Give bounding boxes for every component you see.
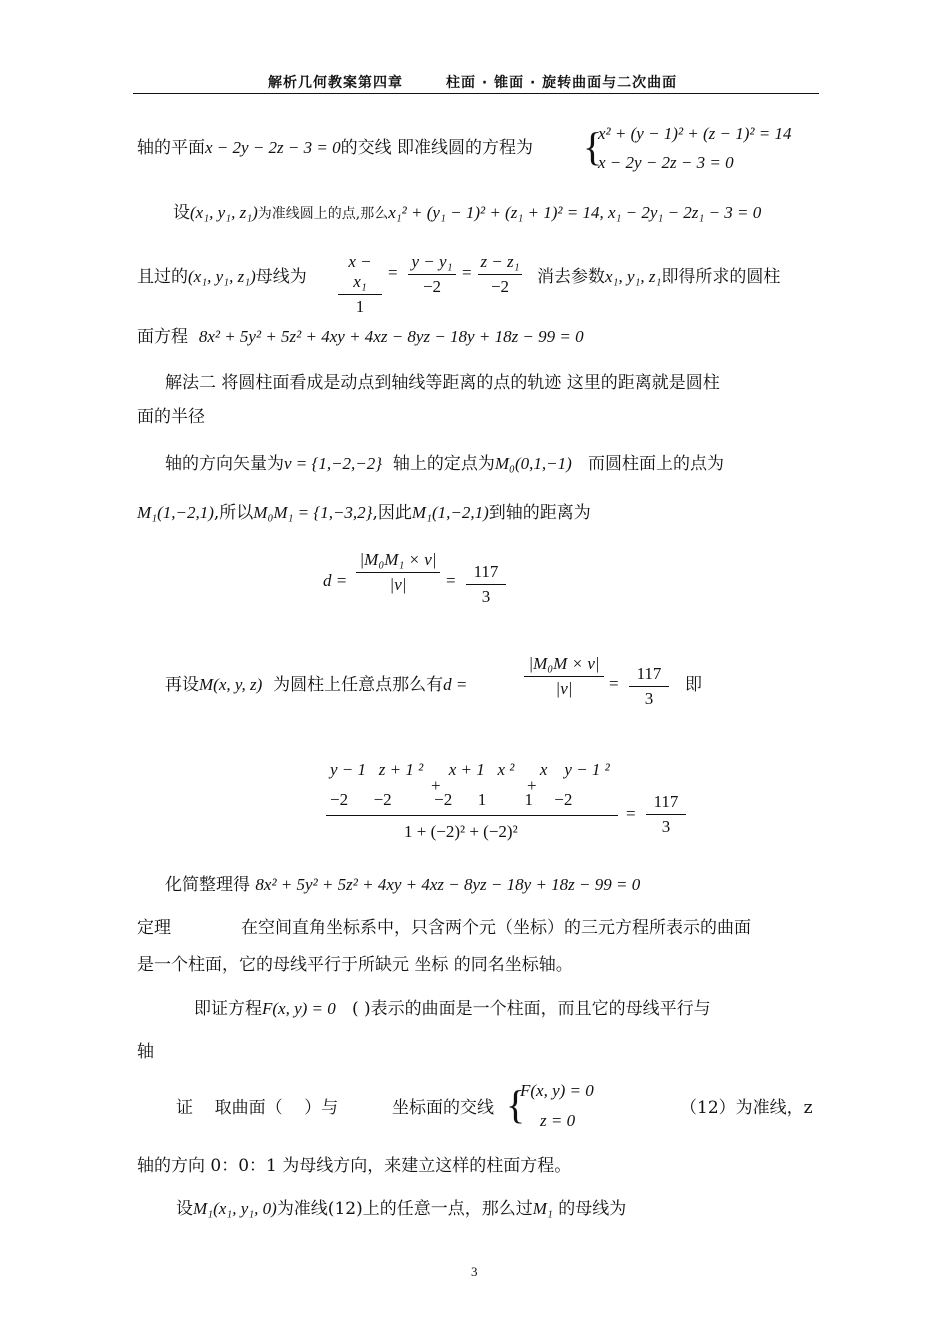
determinant-row-2: −2 −2 −2 1 1 −2 <box>330 790 573 809</box>
text: ,因此 <box>372 503 412 523</box>
determinant-denominator: 1 + (−2)² + (−2)² <box>404 822 518 841</box>
numerator: 117 <box>629 664 669 687</box>
denominator: −2 <box>490 277 510 296</box>
denominator: −2 <box>422 277 442 296</box>
line-3a <box>137 266 307 288</box>
line-13a: 证 取曲面（ ）与 <box>176 1098 339 1118</box>
text: 再设 <box>165 675 199 695</box>
line-5: 解法二 将圆柱面看成是动点到轴线等距离的点的轨迹 这里的距离就是圆柱 <box>165 373 720 393</box>
theorem-text-b: 是一个柱面，它的母线平行于所缺元 坐标 的同名坐标轴。 <box>137 955 573 975</box>
line-1 <box>137 137 533 159</box>
plus-sign: + <box>527 776 537 795</box>
page-number: 3 <box>471 1264 478 1279</box>
fraction-1 <box>338 252 382 317</box>
text: 母线为 <box>255 267 307 287</box>
equation: 8x² + 5y² + 5z² + 4xy + 4xz − 8yz − 18y + 18z − 99 = 0 <box>198 327 584 346</box>
numerator: |M₀M × v| <box>524 654 604 677</box>
point: (x₁, y₁, z₁) <box>188 267 256 286</box>
text: 轴的平面 <box>137 138 205 158</box>
text: 为准线(12)上的任意一点，那么过 <box>276 1199 533 1219</box>
text: 轴上的定点为 <box>392 454 495 474</box>
distance-lhs: d = <box>443 675 468 694</box>
text: ( )表示的曲面是一个柱面，而且它的母线平行与 <box>352 999 711 1019</box>
system2-eq-b: z = 0 <box>540 1111 576 1130</box>
distance-lhs: d = <box>323 571 348 590</box>
numerator: 117 <box>646 792 686 815</box>
denominator: 3 <box>481 587 491 606</box>
point-m: M(x, y, z) <box>199 675 263 694</box>
vector-m0m1: M₀M₁ = {1,−3,2} <box>253 503 373 522</box>
point-m1: M₁(1,−2,1) <box>411 503 489 522</box>
line-10 <box>165 874 640 896</box>
left-brace: { <box>583 124 603 169</box>
text-ji: 即 <box>685 675 702 695</box>
text: 即证方程 <box>194 999 262 1019</box>
line-12: 轴 <box>137 1042 154 1062</box>
point-m1: M₁ <box>532 1199 553 1218</box>
distance-value-2 <box>629 664 669 709</box>
numerator: y − y₁ <box>408 252 456 275</box>
text: ,所以 <box>213 503 254 523</box>
line-7 <box>165 453 724 475</box>
line-6: 面的半径 <box>137 407 205 427</box>
text: 化简整理得 <box>165 875 250 895</box>
equation: x₁² + (y₁ − 1)² + (z₁ + 1)² = 14, x₁ − 2y₁ − 2z₁ − 3 = 0 <box>388 203 762 222</box>
denominator: 3 <box>644 689 654 708</box>
params: x₁, y₁, z₁ <box>605 267 662 286</box>
text: 设 <box>176 1199 193 1219</box>
theorem-text-a: 在空间直角坐标系中，只含两个元（坐标）的三元方程所表示的曲面 <box>241 918 751 938</box>
distance-fraction <box>356 550 440 595</box>
text: 到轴的距离为 <box>488 503 591 523</box>
equals: = <box>446 571 456 590</box>
line-13b: 坐标面的交线 <box>392 1098 494 1118</box>
equation: 8x² + 5y² + 5z² + 4xy + 4xz − 8yz − 18y + 18z − 99 = 0 <box>255 875 641 894</box>
determinant-value <box>646 792 686 837</box>
system1-eq-a: x² + (y − 1)² + (z − 1)² = 14 <box>598 124 792 143</box>
text: 轴的方向矢量为 <box>165 454 284 474</box>
determinant-row-1: y − 1 z + 1 ² x + 1 x ² x y − 1 ² <box>330 760 610 779</box>
text: 而圆柱面上的点为 <box>587 454 724 474</box>
numerator: x − x₁ <box>338 252 382 295</box>
line-3b <box>537 266 780 288</box>
text: 为准线圆上的点,那么 <box>257 206 389 222</box>
denominator: |v| <box>555 679 573 698</box>
equals: = <box>609 674 619 693</box>
text: 即得所求的圆柱 <box>661 267 781 287</box>
line-8 <box>137 502 591 524</box>
system1-eq-b: x − 2y − 2z − 3 = 0 <box>598 153 734 172</box>
text: 为圆柱上任意点那么有 <box>273 675 444 695</box>
text: 设 <box>173 203 190 223</box>
line-14: 轴的方向 0：0：1 为母线方向，来建立这样的柱面方程。 <box>137 1156 572 1176</box>
line-2 <box>173 202 761 225</box>
equation: F(x, y) = 0 <box>262 999 336 1018</box>
distance-fraction-2 <box>524 654 604 699</box>
denominator: 3 <box>661 817 671 836</box>
header-title-right: 柱面 · 锥面 · 旋转曲面与二次曲面 <box>446 75 678 91</box>
direction-vector: v = {1,−2,−2} <box>284 454 383 473</box>
text: 面方程 <box>137 327 188 347</box>
left-brace: { <box>506 1082 526 1127</box>
line-13c: （12）为准线，z <box>680 1098 813 1118</box>
text: 的交线 即准线圆的方程为 <box>340 138 533 158</box>
line-15 <box>176 1198 626 1220</box>
line-4 <box>137 326 584 348</box>
point-m0: M₀(0,1,−1) <box>494 454 572 473</box>
equals: = <box>388 263 398 282</box>
point-m1: M₁(x₁, y₁, 0) <box>193 1199 277 1218</box>
header-title-left: 解析几何教案第四章 <box>268 75 403 91</box>
fraction-bar <box>326 815 618 816</box>
header-rule <box>133 93 819 94</box>
line-11 <box>194 998 711 1020</box>
denominator: 1 <box>355 297 365 316</box>
denominator: |v| <box>389 575 407 594</box>
text: 且过的 <box>137 267 188 287</box>
numerator: |M₀M₁ × v| <box>356 550 440 573</box>
text: 消去参数 <box>537 267 605 287</box>
text: 的母线为 <box>558 1199 627 1219</box>
distance-value <box>466 562 506 607</box>
fraction-3 <box>478 252 522 297</box>
numerator: 117 <box>466 562 506 585</box>
point-m1: M₁(1,−2,1) <box>137 503 214 522</box>
point: (x₁, y₁, z₁) <box>190 203 258 222</box>
theorem-label: 定理 <box>137 918 171 938</box>
line-9 <box>165 674 467 696</box>
system2-eq-a: F(x, y) = 0 <box>520 1081 594 1100</box>
equals: = <box>462 263 472 282</box>
fraction-2 <box>408 252 456 297</box>
plane-equation: x − 2y − 2z − 3 = 0 <box>205 138 341 157</box>
plus-sign: + <box>431 776 441 795</box>
numerator: z − z₁ <box>478 252 522 275</box>
equals: = <box>626 804 636 823</box>
